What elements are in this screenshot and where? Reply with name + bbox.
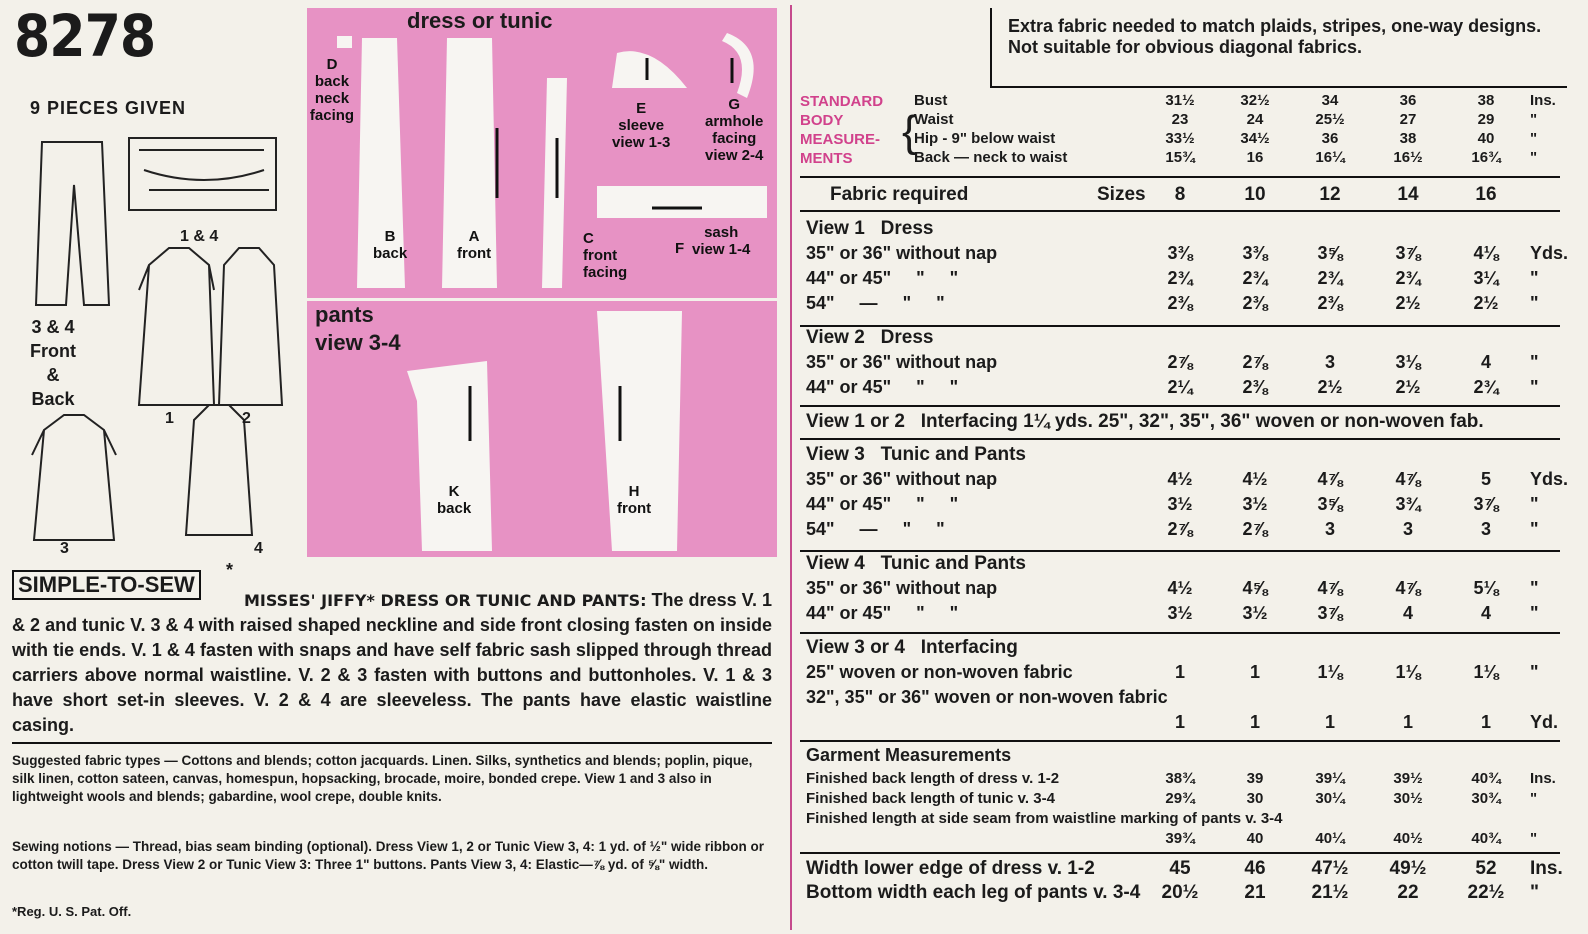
width-row-value: 22½ (1467, 882, 1505, 903)
piece-f-label: F (675, 240, 685, 257)
body-measurement-name: Hip - 9" below waist (914, 130, 1056, 147)
garment-row-value: 40 (1246, 830, 1264, 847)
view3-label: 35" or 36" without nap (806, 469, 998, 489)
interfacing34-label: 25" woven or non-woven fabric (806, 662, 1073, 682)
view2-value: 4 (1480, 352, 1491, 372)
sizes-label: Sizes (1097, 184, 1146, 205)
view4-label: 4 (254, 540, 263, 557)
divider-int12 (800, 405, 1560, 407)
body-measurement-value: 16 (1246, 149, 1264, 166)
view4-title: View 4 Tunic and Pants (806, 553, 1026, 574)
piece-d-label: D back neck facing (309, 56, 355, 124)
view1-label: 44" or 45" " " (806, 268, 959, 288)
size-header-8: 8 (1174, 184, 1186, 205)
garment-row-unit: Ins. (1530, 770, 1556, 787)
piece-c-shape (542, 78, 567, 288)
view2-value: 2¾ (1473, 377, 1499, 397)
interfacing34-title: View 3 or 4 Interfacing (806, 637, 1018, 658)
interfacing34-value: 1 (1174, 712, 1185, 732)
view3-value: 4½ (1242, 469, 1268, 489)
view4-unit: " (1530, 578, 1539, 598)
view4-label: 35" or 36" without nap (806, 578, 998, 598)
view1-title: View 1 Dress (806, 218, 934, 239)
view4-value: 4 (1402, 603, 1413, 623)
body-measurements-label: STANDARD BODY MEASURE- MENTS (800, 93, 884, 167)
sewing-notions-label: Sewing notions (12, 839, 112, 854)
view3-unit: " (1530, 519, 1539, 539)
pattern-pieces-title: dress or tunic (407, 8, 553, 33)
body-measurement-unit: Ins. (1530, 92, 1556, 109)
size-header-10: 10 (1244, 184, 1266, 205)
body-measurement-name: Back — neck to waist (914, 149, 1068, 166)
width-row-label: Width lower edge of dress v. 1-2 (806, 858, 1095, 879)
notice-line1: Extra fabric needed to match plaids, stripes, one-way designs. (1008, 16, 1542, 36)
width-row-value: 20½ (1161, 882, 1199, 903)
body-measurement-unit: " (1530, 130, 1538, 147)
view3-value: 4⅞ (1317, 469, 1343, 489)
view4-value: 3½ (1167, 603, 1193, 623)
pants-title: pants view 3-4 (315, 302, 401, 355)
notice-box (990, 8, 1567, 88)
view2-label: 35" or 36" without nap (806, 352, 998, 372)
body-measurement-value: 34½ (1240, 130, 1270, 147)
garment-row-value: 30½ (1393, 790, 1423, 807)
view2-value: 3⅛ (1395, 352, 1421, 372)
view3-value: 2⅞ (1167, 519, 1193, 539)
garment-row-label: Finished back length of dress v. 1-2 (806, 770, 1060, 787)
body-measurement-value: 32½ (1240, 92, 1270, 109)
width-row-value: 49½ (1389, 858, 1427, 879)
piece-k-shape (407, 361, 492, 551)
view1-value: 2¾ (1167, 268, 1193, 288)
garment-row-value: 39 (1246, 770, 1264, 787)
garment-row-value: 40¾ (1471, 830, 1501, 847)
garment-row-value: 29¾ (1165, 790, 1195, 807)
sewing-notions (12, 838, 772, 874)
interfacing34-value: 1⅛ (1317, 662, 1343, 682)
view3-value: 2⅞ (1242, 519, 1268, 539)
fabric-types-text: — Cottons and blends; cotton jacquards. Linen. Silks, synthetics and blends; poplin, pique, silk linen, cotton sateen, canvas, homespun, hopsacking, brocade, moire, bonded crepe. View 1 and 3 also in lightweight wools and blends; gabardine, wool crepe, double knits. (12, 753, 753, 804)
body-measurement-name: Bust (914, 92, 948, 109)
view1-unit: Yds. (1530, 243, 1569, 263)
view4-unit: " (1530, 603, 1539, 623)
body-measurement-value: 29 (1477, 111, 1495, 128)
fabric-types-label: Suggested fabric types (12, 753, 161, 768)
body-measurement-value: 16½ (1393, 149, 1423, 166)
dress-view1-sketch (139, 248, 214, 405)
interfacing34-value: 1 (1402, 712, 1413, 732)
view1-value: 3⅝ (1317, 243, 1343, 263)
divider-fabric (800, 176, 1560, 178)
view1-value: 2½ (1473, 293, 1499, 313)
interfacing34-value: 1 (1249, 712, 1260, 732)
width-row-unit: " (1530, 882, 1540, 903)
body-measurement-value: 38 (1477, 92, 1495, 109)
view4-value: 4⅞ (1317, 578, 1343, 598)
view1-value: 3⅞ (1395, 243, 1421, 263)
body-measurement-value: 36 (1321, 130, 1339, 147)
interfacing34-value: 1⅛ (1473, 662, 1499, 682)
description-text: The dress V. 1 & 2 and tunic V. 3 & 4 with raised shaped neckline and side front closing fasten on inside with tie ends. V. 1 & 4 fasten with snaps and have self fabric sash slipped through thread carriers above normal waistline. V. 2 & 3 fasten with buttons and buttonholes. V. 1 & 3 have short set-in sleeves. V. 2 & 4 are sleeveless. The pants have elastic waistline casing. (12, 590, 772, 735)
divider-v1 (800, 210, 1560, 212)
view3-label: 44" or 45" " " (806, 494, 959, 514)
view34-label: 3 & 4 Front & Back (30, 317, 76, 409)
view1-value: 3⅜ (1167, 243, 1193, 263)
view2-value: 2½ (1317, 377, 1343, 397)
garment-row-value: 30¾ (1471, 790, 1501, 807)
description (12, 588, 772, 738)
size-header-16: 16 (1475, 184, 1497, 205)
interfacing34-unit: " (1530, 662, 1539, 682)
view2-value: 2¼ (1167, 377, 1193, 397)
view4-value: 3⅞ (1317, 603, 1343, 623)
desc-divider (12, 742, 772, 744)
width-row-value: 52 (1475, 858, 1497, 879)
piece-e-shape (612, 51, 687, 88)
divider-garment (800, 740, 1560, 742)
vertical-divider (790, 5, 792, 930)
width-row-label: Bottom width each leg of pants v. 3-4 (806, 882, 1141, 903)
dress-view2-sketch (219, 248, 282, 405)
width-row-value: 47½ (1311, 858, 1349, 879)
view1-value: 2¾ (1395, 268, 1421, 288)
view3-value: 5 (1480, 469, 1491, 489)
garment-row-value: 38¾ (1165, 770, 1195, 787)
width-row-unit: Ins. (1530, 858, 1563, 879)
garment-row-value: 40¾ (1471, 770, 1501, 787)
view1-value: 3¼ (1473, 268, 1499, 288)
view2-value: 2⅞ (1242, 352, 1268, 372)
width-row-value: 45 (1169, 858, 1191, 879)
view2-unit: " (1530, 352, 1539, 372)
interfacing34-value: 1 (1480, 712, 1491, 732)
garment-row-value: 39¾ (1165, 830, 1195, 847)
body-measurement-value: 25½ (1315, 111, 1345, 128)
view2-value: 2½ (1395, 377, 1421, 397)
view1-value: 2½ (1395, 293, 1421, 313)
garment-row-value: 39¼ (1315, 770, 1345, 787)
interfacing-view12: View 1 or 2 Interfacing 1¼ yds. 25", 32", 35", 36" woven or non-woven fab. (806, 411, 1484, 432)
width-row-value: 46 (1244, 858, 1266, 879)
piece-b-label: B back (373, 228, 408, 262)
view3-value: 3½ (1242, 494, 1268, 514)
body-measurement-value: 31½ (1165, 92, 1195, 109)
fabric-required-label: Fabric required (830, 184, 969, 205)
body-measurement-value: 27 (1399, 111, 1417, 128)
belt-sketch (129, 138, 276, 210)
body-measurement-value: 34 (1321, 92, 1339, 109)
garment-row-value: 30 (1246, 790, 1264, 807)
view3-title: View 3 Tunic and Pants (806, 444, 1026, 465)
view3-label: 54" — " " (806, 519, 945, 539)
measurements-brace: { (902, 107, 917, 156)
width-row-value: 21 (1244, 882, 1266, 903)
view2-value: 3 (1324, 352, 1335, 372)
view2-label: 44" or 45" " " (806, 377, 959, 397)
view1-value: 4⅛ (1473, 243, 1499, 263)
garment-row-unit: " (1530, 830, 1538, 847)
piece-d-shape (337, 36, 352, 48)
garment-row-label: Finished back length of tunic v. 3-4 (806, 790, 1055, 807)
view2-title: View 2 Dress (806, 327, 934, 348)
view3-value: 3½ (1167, 494, 1193, 514)
body-measurement-value: 16¾ (1471, 149, 1501, 166)
body-measurement-value: 38 (1399, 130, 1417, 147)
view4-value: 4⅝ (1242, 578, 1268, 598)
view2-value: 2⅞ (1167, 352, 1193, 372)
view1-unit: " (1530, 293, 1539, 313)
garment-row-unit: " (1530, 790, 1538, 807)
size-header-14: 14 (1397, 184, 1419, 205)
view2-unit: " (1530, 377, 1539, 397)
garment-title: Garment Measurements (806, 745, 1012, 765)
divider-width (800, 852, 1560, 854)
piece-f-text: sash view 1-4 (692, 224, 751, 258)
view3-value: 3⅞ (1473, 494, 1499, 514)
piece-c-label: C front facing (583, 230, 628, 281)
interfacing34-value: 1 (1174, 662, 1185, 682)
view3-label: 3 (60, 540, 69, 557)
body-measurement-value: 36 (1399, 92, 1417, 109)
view2-label: 2 (242, 410, 251, 427)
description-lead: MISSES' JIFFY* DRESS OR TUNIC AND PANTS: (244, 591, 647, 610)
body-measurement-value: 15¾ (1165, 149, 1195, 166)
divider-v4 (800, 550, 1560, 552)
view1-value: 3⅜ (1242, 243, 1268, 263)
view1-label: 1 (165, 410, 174, 427)
body-measurement-value: 40 (1477, 130, 1495, 147)
badge-asterisk: * (226, 560, 234, 580)
body-measurement-unit: " (1530, 149, 1538, 166)
belt-label: 1 & 4 (180, 228, 219, 245)
body-measurement-name: Waist (914, 111, 954, 128)
notice-line2: Not suitable for obvious diagonal fabrics. (1008, 37, 1363, 57)
view1-value: 2⅜ (1317, 293, 1343, 313)
view3-value: 3⅝ (1317, 494, 1343, 514)
garment-row-value: 39½ (1393, 770, 1423, 787)
body-measurement-value: 33½ (1165, 130, 1195, 147)
garment-row-value: 30¼ (1315, 790, 1345, 807)
pants-pieces-panel (307, 301, 777, 557)
simple-to-sew-badge: SIMPLE-TO-SEW (12, 570, 201, 600)
view3-value: 3 (1480, 519, 1491, 539)
width-row-value: 22 (1397, 882, 1419, 903)
piece-g-shape (722, 33, 754, 98)
view3-value: 3¾ (1395, 494, 1421, 514)
view3-value: 4½ (1167, 469, 1193, 489)
view2-value: 2⅜ (1242, 377, 1268, 397)
view1-unit: " (1530, 268, 1539, 288)
piece-g-label: G armhole facing view 2-4 (705, 96, 764, 164)
piece-h-label: H front (617, 483, 652, 517)
piece-f-shape (597, 186, 767, 218)
view4-value: 4½ (1167, 578, 1193, 598)
reg-note: *Reg. U. S. Pat. Off. (12, 904, 132, 919)
view4-label: 44" or 45" " " (806, 603, 959, 623)
interfacing34-value: 1 (1324, 712, 1335, 732)
interfacing34-label: 32", 35" or 36" woven or non-woven fabric (806, 687, 1168, 707)
piece-e-label: E sleeve view 1-3 (612, 100, 671, 151)
body-measurement-unit: " (1530, 111, 1538, 128)
view4-value: 5⅛ (1473, 578, 1499, 598)
piece-a-label: A front (457, 228, 492, 262)
body-measurement-value: 16¼ (1315, 149, 1345, 166)
view4-value: 4⅞ (1395, 578, 1421, 598)
view1-label: 54" — " " (806, 293, 945, 313)
fabric-types (12, 752, 772, 806)
size-header-12: 12 (1319, 184, 1341, 205)
garment-row-value: 40½ (1393, 830, 1423, 847)
view1-value: 2¾ (1242, 268, 1268, 288)
garment-row-label: Finished length at side seam from waistline marking of pants v. 3-4 (806, 810, 1283, 827)
garment-row-value: 40¼ (1315, 830, 1345, 847)
view1-value: 2⅜ (1242, 293, 1268, 313)
sewing-notions-text: — Thread, bias seam binding (optional). Dress View 1, 2 or Tunic View 3, 4: 1 yd. of ½" wide ribbon or cotton twill tape. Dress View 2 or Tunic View 3: Three 1" buttons. Pants View 3, 4: Elastic—⅞ yd. of ⅝" width. (12, 839, 765, 872)
body-measurement-value: 24 (1246, 111, 1264, 128)
divider-int34 (800, 632, 1560, 634)
view4-value: 3½ (1242, 603, 1268, 623)
view3-value: 3 (1324, 519, 1335, 539)
pieces-given: 9 PIECES GIVEN (30, 98, 187, 118)
view3-unit: Yds. (1530, 469, 1569, 489)
interfacing34-unit: Yd. (1530, 712, 1559, 732)
interfacing34-value: 1 (1249, 662, 1260, 682)
view1-value: 2⅜ (1167, 293, 1193, 313)
piece-k-label: K back (437, 483, 472, 517)
interfacing34-value: 1⅛ (1395, 662, 1421, 682)
pattern-pieces-panel (307, 8, 777, 298)
view4-value: 4 (1480, 603, 1491, 623)
width-row-value: 21½ (1311, 882, 1349, 903)
pattern-number: 8278 (14, 2, 156, 70)
body-measurement-value: 23 (1171, 111, 1189, 128)
view3-unit: " (1530, 494, 1539, 514)
pants-sketch (36, 142, 109, 305)
view1-label: 35" or 36" without nap (806, 243, 998, 263)
view3-value: 4⅞ (1395, 469, 1421, 489)
divider-v3 (800, 438, 1560, 440)
view3-value: 3 (1402, 519, 1413, 539)
tunic-view3-sketch (32, 415, 116, 540)
view1-value: 2¾ (1317, 268, 1343, 288)
